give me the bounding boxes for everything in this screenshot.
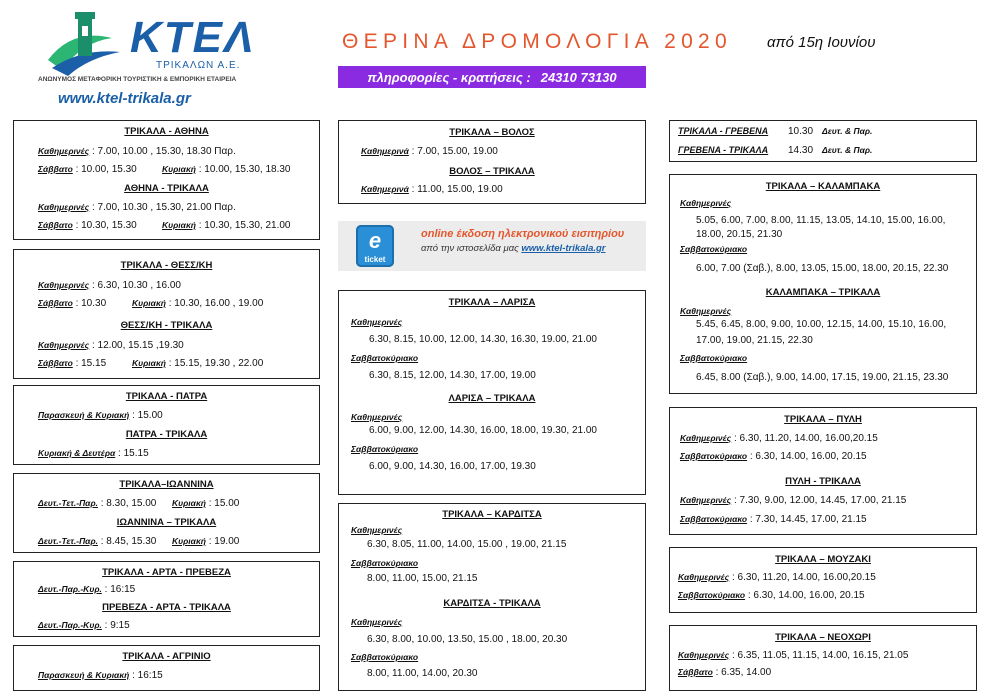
route-title: ΤΡΙΚΑΛΑ – ΚΑΛΑΜΠΑΚΑ: [765, 181, 881, 192]
eticket-subline-prefix: από την ιστοσελίδα μας: [421, 243, 519, 254]
route-title: ΤΡΙΚΑΛΑ - ΑΓΡΙΝΙΟ: [122, 651, 211, 662]
schedule-days: Δευτ. & Παρ.: [822, 126, 873, 136]
schedule-times: : 15.15: [118, 448, 149, 459]
eticket-icon[interactable]: [356, 225, 394, 267]
schedule-times: : 7.00, 10.00 , 15.30, 18.30 Παρ.: [91, 146, 236, 157]
schedule-times: : 7.00, 15.00, 19.00: [411, 146, 498, 157]
route-title: ΑΘΗΝΑ - ΤΡΙΚΑΛΑ: [124, 183, 209, 194]
eticket-banner[interactable]: [338, 221, 646, 271]
schedule-times: : 10.00, 15.30, 18.30: [198, 164, 291, 175]
logo-subtitle: ΤΡΙΚΑΛΩΝ Α.Ε.: [156, 60, 241, 71]
info-bar: [338, 66, 646, 88]
schedule-times: : 7.30, 14.45, 17.00, 21.15: [749, 514, 867, 525]
schedule-label: Σάββατο: [38, 298, 73, 308]
route-title: ΤΡΙΚΑΛΑ – ΚΑΡΔΙΤΣΑ: [442, 509, 542, 520]
schedule-times: : 6.30, 11.20, 14.00, 16.00,20.15: [731, 572, 876, 583]
schedule-label: Καθημερινές: [680, 198, 732, 208]
route-title: ΤΡΙΚΑΛΑ - ΠΑΤΡΑ: [125, 391, 208, 402]
schedule-label: Καθημερινές: [680, 306, 732, 316]
schedule-label: Σαββατοκύριακο: [351, 353, 419, 363]
schedule-times: : 10.30, 15.30, 21.00: [198, 220, 291, 231]
schedule-label: Καθημερινές: [678, 650, 730, 660]
schedule-label: Καθημερινά: [361, 146, 409, 156]
route-box-athina: [13, 120, 320, 240]
ktel-logo: [38, 6, 256, 110]
schedule-times: : 16:15: [132, 670, 163, 681]
route-title: ΠΡΕΒΕΖΑ - ΑΡΤΑ - ΤΡΙΚΑΛΑ: [102, 602, 231, 613]
tower-logo-icon: [42, 8, 122, 78]
schedule-label: Καθημερινά: [361, 184, 409, 194]
schedule-times: 14.30: [788, 145, 814, 156]
schedule-times: : 6.30, 14.00, 16.00, 20.15: [749, 451, 867, 462]
schedule-times: 6.30, 8.15, 10.00, 12.00, 14.30, 16.30, 19.00, 21.00: [369, 334, 597, 345]
schedule-times: : 15.00: [208, 498, 240, 509]
schedule-times: : 19.00: [208, 536, 240, 547]
route-title: ΛΑΡΙΣΑ – ΤΡΙΚΑΛΑ: [448, 393, 536, 404]
schedule-times: : 15.15, 19.30 , 22.00: [168, 358, 264, 369]
schedule-label: Σαββατοκύριακο: [351, 444, 419, 454]
schedule-label: Καθημερινές: [351, 317, 403, 327]
schedule-label: Καθημερινές: [351, 525, 403, 535]
schedule-label: Δευτ.-Τετ.-Παρ.: [38, 536, 98, 546]
info-label: πληροφορίες - κρατήσεις :: [367, 69, 531, 85]
schedule-label: Κυριακή: [132, 358, 166, 368]
schedule-label: Καθημερινές: [678, 572, 730, 582]
schedule-times: 17.00, 19.00, 21.15, 22.30: [696, 335, 813, 346]
schedule-label: Σάββατο: [38, 220, 73, 230]
schedule-label: Καθημερινές: [351, 412, 403, 422]
schedule-times: 5.05, 6.00, 7.00, 8.00, 11.15, 13.05, 14.10, 15.00, 16.00,: [696, 215, 946, 226]
route-title: ΠΥΛΗ - ΤΡΙΚΑΛΑ: [785, 476, 861, 487]
route-box-arta: [13, 561, 320, 637]
eticket-icon-letter: e: [368, 228, 382, 253]
route-box-mouzaki: [669, 547, 977, 613]
schedule-label: Σάββατο: [678, 667, 713, 677]
route-box-agrinio: [13, 645, 320, 691]
schedule-label: Κυριακή: [172, 498, 206, 508]
logo-name: ΚΤΕΛ: [130, 13, 256, 62]
schedule-times: 6.30, 8.05, 11.00, 14.00, 15.00 , 19.00, 21.15: [367, 539, 567, 550]
route-name: ΓΡΕΒΕΝΑ - ΤΡΙΚΑΛΑ: [678, 145, 769, 155]
route-box-patra: [13, 385, 320, 465]
schedule-label: Δευτ.-Τετ.-Παρ.: [38, 498, 98, 508]
schedule-times: : 10.30, 16.00 , 19.00: [168, 298, 264, 309]
schedule-times: 8.00, 11.00, 14.00, 20.30: [367, 668, 478, 679]
route-title: ΘΕΣΣ/ΚΗ - ΤΡΙΚΑΛΑ: [120, 320, 213, 331]
schedule-label: Σαββατοκύριακο: [680, 353, 748, 363]
schedule-times: : 8.45, 15.30: [100, 536, 157, 547]
schedule-label: Καθημερινές: [680, 495, 732, 505]
schedule-times: : 10.30, 15.30: [75, 220, 137, 231]
route-box-ioannina: [13, 473, 320, 553]
schedule-label: Σαββατοκύριακο: [680, 451, 748, 461]
schedule-times: 6.45, 8.00 (Σαβ.), 9.00, 14.00, 17.15, 19.00, 21.15, 23.30: [696, 372, 949, 383]
schedule-times: : 6.30, 11.20, 14.00, 16.00,20.15: [733, 433, 878, 444]
schedule-label: Σάββατο: [38, 164, 73, 174]
route-title: ΒΟΛΟΣ – ΤΡΙΚΑΛΑ: [449, 166, 535, 177]
schedule-label: Σαββατοκύριακο: [678, 590, 746, 600]
schedule-label: Σαββατοκύριακο: [680, 244, 748, 254]
route-title: ΠΑΤΡΑ - ΤΡΙΚΑΛΑ: [125, 429, 208, 440]
schedule-label: Καθημερινές: [38, 202, 90, 212]
schedule-times: 8.00, 11.00, 15.00, 21.15: [367, 573, 478, 584]
schedule-label: Παρασκευή & Κυριακή: [38, 670, 130, 680]
route-title: ΤΡΙΚΑΛΑ – ΜΟΥΖΑΚΙ: [775, 554, 871, 565]
schedule-times: 18.00, 20.15, 21.30: [696, 229, 783, 240]
schedule-label: Κυριακή: [172, 536, 206, 546]
eticket-headline: online έκδοση ηλεκτρονικού εισιτηρίου: [421, 228, 625, 240]
schedule-times: 5.45, 6.45, 8.00, 9.00, 10.00, 12.15, 14.00, 15.10, 16.00,: [696, 319, 947, 330]
schedule-label: Καθημερινές: [38, 280, 90, 290]
schedule-times: 10.30: [788, 126, 814, 137]
route-title: ΤΡΙΚΑΛΑ – ΒΟΛΟΣ: [449, 127, 535, 138]
schedule-label: Δευτ.-Παρ.-Κυρ.: [38, 620, 102, 630]
schedule-times: : 6.30, 10.30 , 16.00: [91, 280, 181, 291]
schedule-label: Καθημερινές: [680, 433, 732, 443]
schedule-label: Καθημερινές: [38, 340, 90, 350]
schedule-label: Σαββατοκύριακο: [351, 558, 419, 568]
schedule-times: : 7.00, 10.30 , 15.30, 21.00 Παρ.: [91, 202, 236, 213]
schedule-days: Δευτ. & Παρ.: [822, 145, 873, 155]
route-title: ΚΑΡΔΙΤΣΑ - ΤΡΙΚΑΛΑ: [443, 598, 541, 609]
route-box-larisa: [338, 290, 646, 495]
schedule-times: : 15.00: [132, 410, 163, 421]
route-title: ΤΡΙΚΑΛΑ - ΑΡΤΑ - ΠΡΕΒΕΖΑ: [102, 567, 231, 578]
schedule-times: : 9:15: [104, 620, 130, 631]
route-title: ΤΡΙΚΑΛΑ–ΙΩΑΝΝΙΝΑ: [119, 479, 214, 490]
schedule-times: : 15.15: [75, 358, 107, 369]
route-box-grevena: [669, 120, 977, 162]
route-title: ΤΡΙΚΑΛΑ – ΝΕΟΧΩΡΙ: [775, 632, 871, 643]
schedule-label: Παρασκευή & Κυριακή: [38, 410, 130, 420]
schedule-label: Κυριακή: [162, 164, 196, 174]
schedule-times: : 8.30, 15.00: [100, 498, 157, 509]
company-description: ΑΝΩΝΥΜΟΣ ΜΕΤΑΦΟΡΙΚΗ ΤΟΥΡΙΣΤΙΚΗ & ΕΜΠΟΡΙΚΗ ΕΤΑΙΡΕΙΑ: [38, 76, 237, 83]
schedule-label: Σαββατοκύριακο: [351, 652, 419, 662]
schedule-times: : 6.35, 14.00: [715, 667, 772, 678]
page-subtitle: από 15η Ιουνίου: [767, 34, 876, 51]
route-title: ΚΑΛΑΜΠΑΚΑ – ΤΡΙΚΑΛΑ: [765, 287, 881, 298]
schedule-label: Κυριακή & Δευτέρα: [38, 448, 116, 458]
schedule-times: : 7.30, 9.00, 12.00, 14.45, 17.00, 21.15: [733, 495, 907, 506]
schedule-times: : 16:15: [104, 584, 136, 595]
eticket-link[interactable]: www.ktel-trikala.gr: [521, 243, 606, 254]
page-title: ΘΕΡΙΝΑ ΔΡΟΜΟΛΟΓΙΑ 2020: [342, 30, 733, 53]
schedule-times: : 6.35, 11.05, 11.15, 14.00, 16.15, 21.05: [731, 650, 909, 661]
route-box-neochori: [669, 625, 977, 691]
route-box-thessaloniki: [13, 249, 320, 379]
schedule-times: 6.30, 8.15, 12.00, 14.30, 17.00, 19.00: [369, 370, 536, 381]
schedule-label: Κυριακή: [132, 298, 166, 308]
schedule-label: Καθημερινές: [351, 617, 403, 627]
eticket-subline: [421, 243, 606, 254]
info-phone[interactable]: 24310 73130: [540, 69, 617, 85]
schedule-times: : 6.30, 14.00, 16.00, 20.15: [747, 590, 865, 601]
schedule-label: Δευτ.-Παρ.-Κυρ.: [38, 584, 102, 594]
schedule-times: 6.00, 9.00, 12.00, 14.30, 16.00, 18.00, 19.30, 21.00: [369, 425, 597, 436]
schedule-label: Κυριακή: [162, 220, 196, 230]
route-box-kalampaka: [669, 174, 977, 394]
schedule-times: : 10.00, 15.30: [75, 164, 137, 175]
schedule-times: : 12.00, 15.15 ,19.30: [91, 340, 184, 351]
route-box-volos: [338, 120, 646, 204]
route-title: ΤΡΙΚΑΛΑ - ΑΘΗΝΑ: [124, 126, 209, 137]
route-title: ΤΡΙΚΑΛΑ – ΛΑΡΙΣΑ: [448, 297, 536, 308]
route-box-pyli: [669, 407, 977, 535]
schedule-times: : 11.00, 15.00, 19.00: [411, 184, 503, 195]
route-box-karditsa: [338, 503, 646, 691]
route-title: ΤΡΙΚΑΛΑ – ΠΥΛΗ: [784, 414, 862, 425]
schedule-times: 6.30, 8.00, 10.00, 13.50, 15.00 , 18.00, 20.30: [367, 634, 568, 645]
schedule-label: Σάββατο: [38, 358, 73, 368]
website-link[interactable]: www.ktel-trikala.gr: [58, 90, 191, 107]
route-title: ΙΩΑΝΝΙΝΑ – ΤΡΙΚΑΛΑ: [116, 517, 217, 528]
route-title: ΤΡΙΚΑΛΑ - ΘΕΣΣ/ΚΗ: [120, 260, 213, 271]
schedule-times: 6.00, 7.00 (Σαβ.), 8.00, 13.05, 15.00, 18.00, 20.15, 22.30: [696, 263, 949, 274]
eticket-icon-word: ticket: [364, 255, 386, 264]
schedule-label: Σαββατοκύριακο: [680, 514, 748, 524]
schedule-label: Καθημερινές: [38, 146, 90, 156]
schedule-times: : 10.30: [75, 298, 107, 309]
schedule-times: 6.00, 9.00, 14.30, 16.00, 17.00, 19.30: [369, 461, 536, 472]
route-name: ΤΡΙΚΑΛΑ - ΓΡΕΒΕΝΑ: [678, 126, 769, 136]
